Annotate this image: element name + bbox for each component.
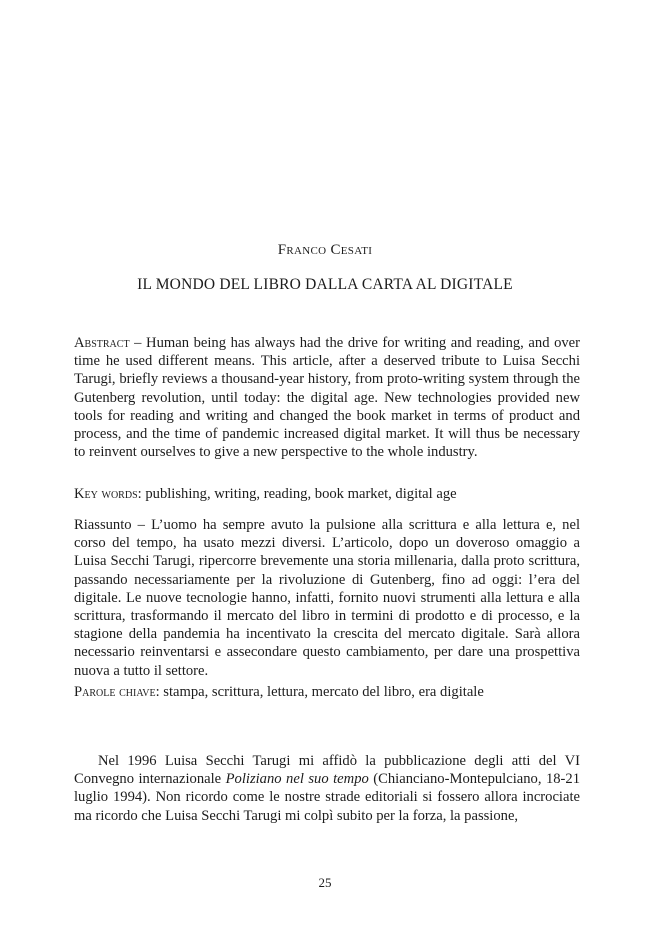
body-text-part1: Nel 1996 Luisa Secchi Tarugi mi affidò la pubblicazione degli atti del VI Convegno internazionale xyxy=(74,753,580,788)
body-paragraph xyxy=(74,752,580,825)
article-title: IL MONDO DEL LIBRO DALLA CARTA AL DIGITALE xyxy=(137,276,513,293)
riassunto-paragraph xyxy=(74,516,580,680)
riassunto-text: L’uomo ha sempre avuto la pulsione alla scrittura e alla lettura e, nel corso del tempo, ha usato mezzi diversi. L’articolo, dopo un doveroso omaggio a Luisa Secchi Tarugi, ripercorre brevemente una storia millenaria, dalla proto scrittura, passando necessariamente per la rivoluzione di Gutenberg, fino ad oggi: l’era del digitale. Le nuove tecnologie hanno, infatti, fornito nuovi strumenti alla lettura e alla scrittura, trasformando il mercato del libro in termini di prodotto e di processo, e la stagione della pandemia ha incentivato la crescita del mercato digitale. Sarà allora necessario reinventarsi e assecondare questo cambiamento, per dare una prospettiva nuova a tutto il settore. xyxy=(74,517,581,679)
keywords-text: publishing, writing, reading, book market, digital age xyxy=(145,486,457,502)
riassunto-separator: – xyxy=(131,517,152,533)
parole-chiave-label: Parole chiave xyxy=(74,684,156,700)
parole-chiave-paragraph xyxy=(74,683,580,701)
keywords-label: Key words xyxy=(74,486,138,502)
abstract-label: Abstract xyxy=(74,335,130,351)
abstract-text: Human being has always had the drive for writing and reading, and over time he used different means. This article, after a deserved tribute to Luisa Secchi Tarugi, briefly reviews a thousand-year history, from proto-writing system through the Gutenberg revolution, until today: the digital age. New technologies provided new tools for reading and writing and changed the book market in terms of product and process, and the time of pandemic increased digital market. It will thus be necessary to reinvent ourselves to give a new perspective to the whole industry. xyxy=(74,335,581,461)
parole-chiave-separator: : xyxy=(155,684,164,700)
keywords-paragraph xyxy=(74,485,580,503)
riassunto-label: Riassunto xyxy=(74,517,132,533)
author-name: Franco Cesati xyxy=(277,242,373,258)
body-text-part2: (Chianciano-Montepulciano, 18-21 luglio 1994). Non ricordo come le nostre strade editoriali si fossero allora incrociate ma ricordo che Luisa Secchi Tarugi mi colpì subito per la forza, la passione, xyxy=(74,771,580,824)
abstract-separator: – xyxy=(129,335,147,351)
parole-chiave-text: stampa, scrittura, lettura, mercato del libro, era digitale xyxy=(163,684,484,700)
abstract-paragraph xyxy=(74,334,580,461)
page-number: 25 xyxy=(318,875,332,890)
keywords-separator: : xyxy=(137,486,146,502)
body-italic-title: Poliziano nel suo tempo xyxy=(225,771,369,788)
